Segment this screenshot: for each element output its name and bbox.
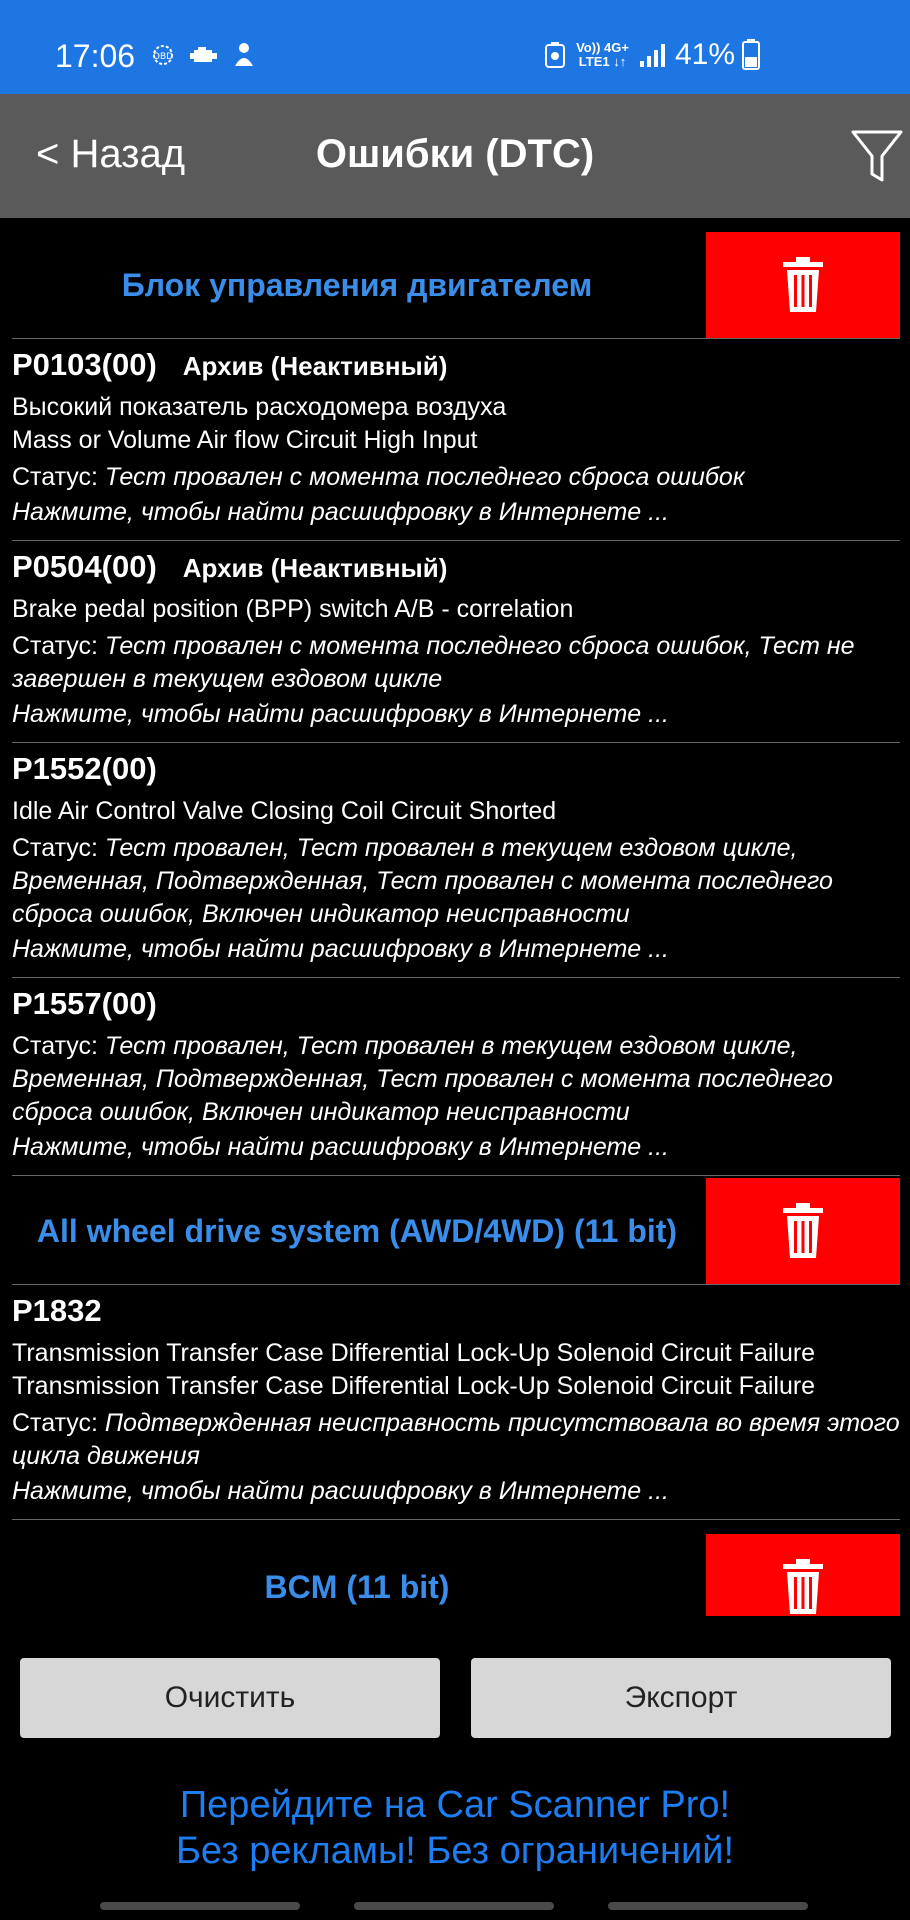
delete-block-button[interactable]: [706, 1534, 900, 1616]
dtc-description: Высокий показатель расходомера воздуха: [12, 393, 507, 421]
trash-icon: [781, 1202, 825, 1260]
battery-percent: 41%: [674, 38, 735, 71]
dtc-state: Архив (Неактивный): [182, 553, 448, 583]
block-header-awd: [12, 1178, 900, 1285]
promo-banner[interactable]: [0, 1782, 910, 1874]
dtc-item[interactable]: [12, 978, 900, 1176]
obd-icon: [148, 44, 178, 66]
dtc-code: P1832: [12, 1293, 102, 1328]
dtc-status: Статус: Тест провален, Тест провален в текущем ездовом цикле, Временная, Подтвержденная, Тест провален с момента последнего сброса ошибок, Включен индикатор неисправности: [12, 834, 833, 928]
block-header-bcm: [12, 1534, 900, 1616]
status-notification-icons: [148, 42, 256, 68]
dtc-search-hint[interactable]: Нажмите, чтобы найти расшифровку в Интернете ...: [12, 1477, 669, 1505]
status-time: 17:06: [55, 38, 136, 74]
filter-icon[interactable]: [850, 128, 904, 186]
dtc-code: P1557(00): [12, 986, 157, 1021]
dtc-description: Mass or Volume Air flow Circuit High Input: [12, 426, 478, 454]
dtc-code: P0504(00): [12, 549, 157, 584]
dtc-status: Статус: Тест провален, Тест провален в текущем ездовом цикле, Временная, Подтвержденная, Тест провален с момента последнего сброса ошибок, Включен индикатор неисправности: [12, 1032, 833, 1126]
network-type: Vo)) 4G+ LTE1 ↓↑: [576, 40, 629, 69]
promo-line-1: Перейдите на Car Scanner Pro!: [179, 1784, 731, 1826]
dtc-status: Статус: Тест провален с момента последнего сброса ошибок, Тест не завершен в текущем ездовом цикле: [12, 632, 855, 693]
nav-back-bar[interactable]: [608, 1902, 808, 1910]
nav-home-bar[interactable]: [354, 1902, 554, 1910]
app-bar: [0, 94, 910, 218]
block-title: All wheel drive system (AWD/4WD) (11 bit): [36, 1212, 678, 1249]
trash-icon: [781, 1558, 825, 1616]
dtc-status: Статус: Тест провален с момента последнего сброса ошибок: [12, 463, 745, 491]
svg-text:OBD: OBD: [152, 52, 174, 62]
dtc-item[interactable]: [12, 743, 900, 978]
dtc-code: P0103(00): [12, 347, 157, 382]
dtc-description: Idle Air Control Valve Closing Coil Circuit Shorted: [12, 797, 557, 825]
page-title: Ошибки (DTC): [315, 132, 595, 176]
block-title: Блок управления двигателем: [121, 266, 593, 303]
battery-icon: [742, 38, 760, 70]
status-bar: [0, 0, 910, 94]
promo-line-2: Без рекламы! Без ограничений!: [175, 1830, 734, 1872]
dtc-search-hint[interactable]: Нажмите, чтобы найти расшифровку в Интернете ...: [12, 498, 669, 526]
dtc-item[interactable]: [12, 1285, 900, 1520]
engine-icon: [190, 44, 220, 66]
clear-button[interactable]: Очистить: [20, 1658, 440, 1738]
dtc-status: Статус: Подтвержденная неисправность присутствовала во время этого цикла движения: [12, 1409, 900, 1470]
dtc-description: Transmission Transfer Case Differential Lock-Up Solenoid Circuit Failure: [12, 1339, 816, 1367]
dtc-state: Архив (Неактивный): [182, 351, 448, 381]
dtc-search-hint[interactable]: Нажмите, чтобы найти расшифровку в Интернете ...: [12, 700, 669, 728]
battery-saver-icon: [544, 41, 566, 69]
signal-icon: [639, 43, 665, 67]
dtc-code: P1552(00): [12, 751, 157, 786]
dtc-search-hint[interactable]: Нажмите, чтобы найти расшифровку в Интернете ...: [12, 1133, 669, 1161]
delete-block-button[interactable]: [706, 1178, 900, 1284]
nav-recents-bar[interactable]: [100, 1902, 300, 1910]
dtc-search-hint[interactable]: Нажмите, чтобы найти расшифровку в Интернете ...: [12, 935, 669, 963]
dtc-list[interactable]: [0, 218, 910, 1616]
export-button[interactable]: Экспорт: [471, 1658, 891, 1738]
person-icon: [232, 42, 256, 68]
delete-block-button[interactable]: [706, 232, 900, 338]
dtc-description: Brake pedal position (BPP) switch A/B - correlation: [12, 595, 574, 623]
back-button[interactable]: < Назад: [36, 132, 186, 176]
dtc-description: Transmission Transfer Case Differential Lock-Up Solenoid Circuit Failure: [12, 1372, 816, 1400]
dtc-item[interactable]: [12, 541, 900, 743]
status-right-icons: [544, 38, 735, 72]
dtc-item[interactable]: [12, 339, 900, 541]
block-title: BCM (11 bit): [264, 1568, 450, 1605]
trash-icon: [781, 256, 825, 314]
block-header-engine: [12, 232, 900, 339]
